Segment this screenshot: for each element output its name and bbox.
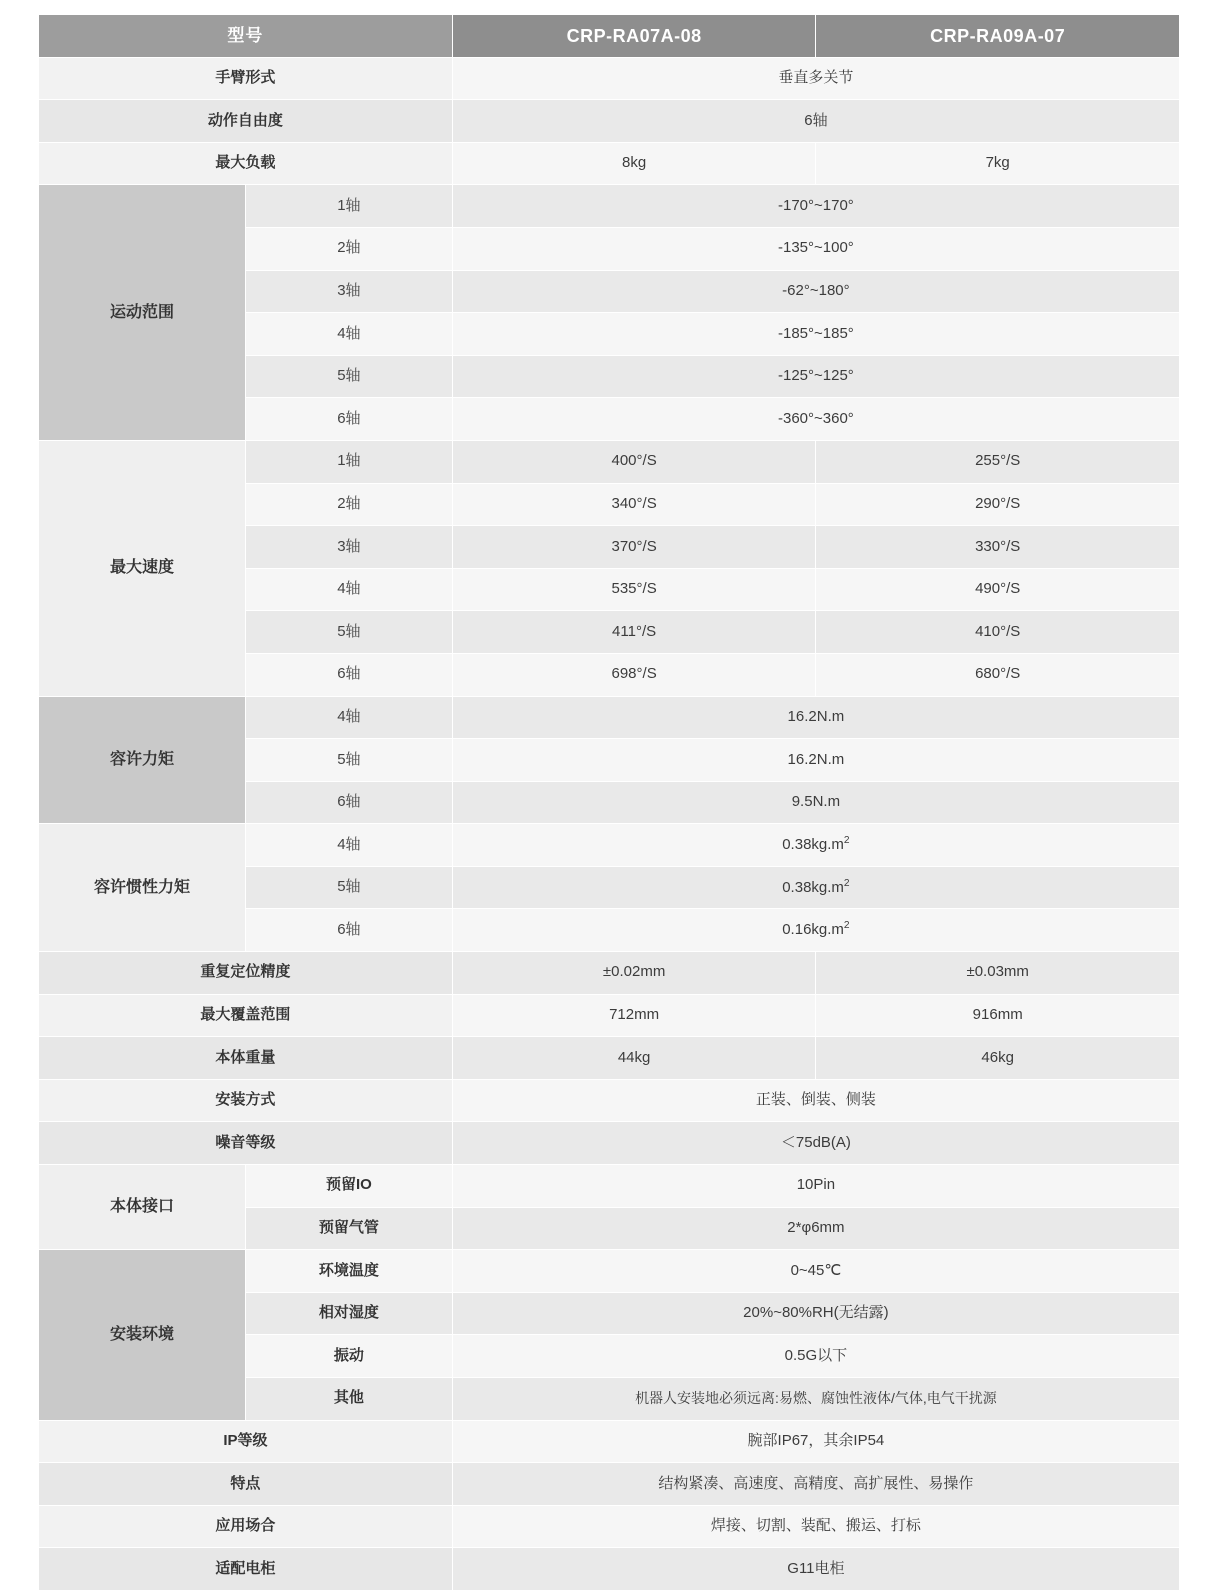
group-label-allowable-torque: 容许力矩 — [39, 696, 246, 824]
row-value-repeatability-2: ±0.03mm — [816, 952, 1180, 995]
table-row — [39, 142, 1180, 185]
table-row — [39, 952, 1180, 995]
row-value-max-speed-2: 290°/S — [816, 483, 1180, 526]
table-row — [39, 1037, 1180, 1080]
row-value-max-speed-2: 680°/S — [816, 653, 1180, 696]
row-value-relative-humidity: 20%~80%RH(无结露) — [452, 1292, 1179, 1335]
table-row — [39, 185, 1180, 228]
sub-label-axis: 6轴 — [245, 909, 452, 952]
row-value-allowable-inertia — [452, 824, 1179, 867]
row-label-cabinet: 适配电柜 — [39, 1548, 453, 1591]
group-label-body-interface: 本体接口 — [39, 1165, 246, 1250]
row-value-cabinet: G11电柜 — [452, 1548, 1179, 1591]
row-value-reserved-air-tube: 2*φ6mm — [452, 1207, 1179, 1250]
robot-specification-table — [38, 14, 1180, 1591]
table-row — [39, 440, 1180, 483]
row-value-allowable-torque: 9.5N.m — [452, 781, 1179, 824]
inertia-value: 0.16kg.m — [782, 921, 844, 939]
row-value-max-reach-1: 712mm — [452, 994, 816, 1037]
row-value-max-speed-1: 370°/S — [452, 526, 816, 569]
row-label-repeatability: 重复定位精度 — [39, 952, 453, 995]
sub-label-axis: 5轴 — [245, 355, 452, 398]
table-row — [39, 57, 1180, 100]
sub-label-relative-humidity: 相对湿度 — [245, 1292, 452, 1335]
row-value-max-speed-1: 411°/S — [452, 611, 816, 654]
row-value-motion-range: -135°~100° — [452, 227, 1179, 270]
table-row — [39, 696, 1180, 739]
table-row — [39, 1548, 1180, 1591]
row-value-allowable-torque: 16.2N.m — [452, 696, 1179, 739]
row-value-dof: 6轴 — [452, 100, 1179, 143]
sub-label-axis: 4轴 — [245, 824, 452, 867]
sub-label-axis: 4轴 — [245, 568, 452, 611]
inertia-exponent: 2 — [843, 920, 850, 932]
row-label-noise: 噪音等级 — [39, 1122, 453, 1165]
table-row — [39, 1463, 1180, 1506]
inertia-exponent: 2 — [843, 835, 850, 847]
row-value-allowable-torque: 16.2N.m — [452, 739, 1179, 782]
table-row — [39, 1165, 1180, 1208]
row-value-reserved-io: 10Pin — [452, 1165, 1179, 1208]
row-value-motion-range: -170°~170° — [452, 185, 1179, 228]
row-label-dof: 动作自由度 — [39, 100, 453, 143]
row-value-noise: ＜75dB(A) — [452, 1122, 1179, 1165]
row-label-payload: 最大负载 — [39, 142, 453, 185]
sub-label-reserved-air-tube: 预留气管 — [245, 1207, 452, 1250]
row-value-max-speed-1: 535°/S — [452, 568, 816, 611]
row-value-weight-1: 44kg — [452, 1037, 816, 1080]
row-value-other: 机器人安装地必须远离:易燃、腐蚀性液体/气体,电气干扰源 — [452, 1378, 1179, 1421]
row-label-weight: 本体重量 — [39, 1037, 453, 1080]
sub-label-axis: 2轴 — [245, 483, 452, 526]
sub-label-axis: 1轴 — [245, 185, 452, 228]
sub-label-axis: 3轴 — [245, 270, 452, 313]
row-value-max-reach-2: 916mm — [816, 994, 1180, 1037]
table-header-row — [39, 15, 1180, 58]
group-label-allowable-inertia: 容许惯性力矩 — [39, 824, 246, 952]
inertia-value: 0.38kg.m — [782, 878, 844, 896]
row-value-payload-2: 7kg — [816, 142, 1180, 185]
sub-label-axis: 5轴 — [245, 611, 452, 654]
sub-label-axis: 6轴 — [245, 398, 452, 441]
row-value-max-speed-2: 490°/S — [816, 568, 1180, 611]
row-value-motion-range: -62°~180° — [452, 270, 1179, 313]
header-label: 型号 — [39, 15, 453, 58]
sub-label-axis: 6轴 — [245, 781, 452, 824]
row-label-max-reach: 最大覆盖范围 — [39, 994, 453, 1037]
sub-label-axis: 2轴 — [245, 227, 452, 270]
row-value-allowable-inertia — [452, 909, 1179, 952]
row-value-motion-range: -360°~360° — [452, 398, 1179, 441]
row-value-repeatability-1: ±0.02mm — [452, 952, 816, 995]
row-value-allowable-inertia — [452, 866, 1179, 909]
row-label-mounting: 安装方式 — [39, 1079, 453, 1122]
sub-label-axis: 4轴 — [245, 313, 452, 356]
table-row — [39, 1250, 1180, 1293]
header-model-1: CRP-RA07A-08 — [452, 15, 816, 58]
sub-label-vibration: 振动 — [245, 1335, 452, 1378]
row-value-max-speed-2: 330°/S — [816, 526, 1180, 569]
inertia-value: 0.38kg.m — [782, 836, 844, 854]
row-value-payload-1: 8kg — [452, 142, 816, 185]
row-value-max-speed-1: 400°/S — [452, 440, 816, 483]
table-row — [39, 994, 1180, 1037]
table-row — [39, 100, 1180, 143]
row-value-vibration: 0.5G以下 — [452, 1335, 1179, 1378]
row-value-ip-rating: 腕部IP67，其余IP54 — [452, 1420, 1179, 1463]
header-model-2: CRP-RA09A-07 — [816, 15, 1180, 58]
row-label-applications: 应用场合 — [39, 1505, 453, 1548]
group-label-max-speed: 最大速度 — [39, 440, 246, 696]
row-value-max-speed-1: 698°/S — [452, 653, 816, 696]
row-value-applications: 焊接、切割、装配、搬运、打标 — [452, 1505, 1179, 1548]
inertia-exponent: 2 — [843, 877, 850, 889]
table-row — [39, 1079, 1180, 1122]
group-label-environment: 安装环境 — [39, 1250, 246, 1420]
table-row — [39, 1505, 1180, 1548]
sub-label-ambient-temperature: 环境温度 — [245, 1250, 452, 1293]
row-value-weight-2: 46kg — [816, 1037, 1180, 1080]
row-value-features: 结构紧凑、高速度、高精度、高扩展性、易操作 — [452, 1463, 1179, 1506]
row-value-max-speed-2: 255°/S — [816, 440, 1180, 483]
row-value-arm-type: 垂直多关节 — [452, 57, 1179, 100]
sub-label-axis: 5轴 — [245, 739, 452, 782]
table-row — [39, 1122, 1180, 1165]
table-row — [39, 824, 1180, 867]
sub-label-axis: 4轴 — [245, 696, 452, 739]
sub-label-axis: 6轴 — [245, 653, 452, 696]
row-label-arm-type: 手臂形式 — [39, 57, 453, 100]
sub-label-axis: 5轴 — [245, 866, 452, 909]
row-label-ip-rating: IP等级 — [39, 1420, 453, 1463]
sub-label-axis: 3轴 — [245, 526, 452, 569]
table-row — [39, 1420, 1180, 1463]
sub-label-axis: 1轴 — [245, 440, 452, 483]
sub-label-reserved-io: 预留IO — [245, 1165, 452, 1208]
row-label-features: 特点 — [39, 1463, 453, 1506]
group-label-motion-range: 运动范围 — [39, 185, 246, 441]
row-value-motion-range: -185°~185° — [452, 313, 1179, 356]
row-value-ambient-temperature: 0~45℃ — [452, 1250, 1179, 1293]
sub-label-other: 其他 — [245, 1378, 452, 1421]
row-value-mounting: 正装、倒装、侧装 — [452, 1079, 1179, 1122]
row-value-motion-range: -125°~125° — [452, 355, 1179, 398]
row-value-max-speed-1: 340°/S — [452, 483, 816, 526]
row-value-max-speed-2: 410°/S — [816, 611, 1180, 654]
